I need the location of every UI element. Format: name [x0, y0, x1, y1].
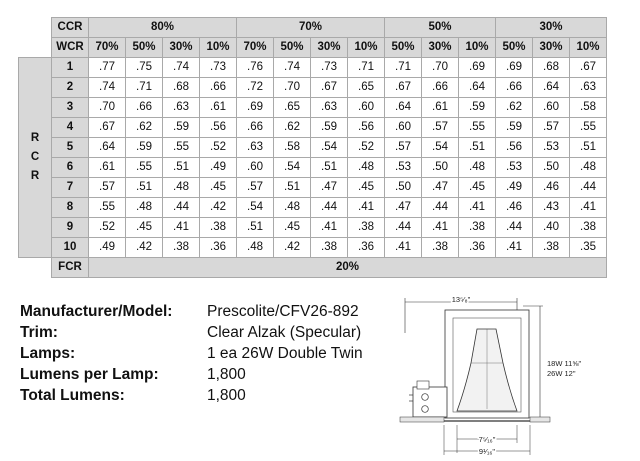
- cu-value-cell: .45: [459, 178, 496, 198]
- spec-row: [20, 364, 363, 385]
- cu-value-cell: .66: [496, 78, 533, 98]
- wcr-header: 50%: [496, 38, 533, 58]
- rcr-row-number: 2: [52, 78, 89, 98]
- spec-label: Total Lumens:: [20, 387, 125, 404]
- fcr-row: [19, 258, 607, 278]
- cu-value-cell: .35: [570, 238, 607, 258]
- cu-value-cell: .62: [126, 118, 163, 138]
- cu-value-cell: .45: [274, 218, 311, 238]
- cu-value-cell: .47: [422, 178, 459, 198]
- cu-value-cell: .49: [200, 158, 237, 178]
- cu-value-cell: .53: [385, 158, 422, 178]
- cu-value-cell: .43: [533, 198, 570, 218]
- cu-value-cell: .40: [533, 218, 570, 238]
- rcr-row-number: 6: [52, 158, 89, 178]
- spec-label: Lamps:: [20, 345, 76, 362]
- wcr-header: 50%: [126, 38, 163, 58]
- cu-value-cell: .50: [533, 158, 570, 178]
- cu-value-cell: .42: [126, 238, 163, 258]
- cu-value-cell: .38: [459, 218, 496, 238]
- cu-value-cell: .44: [311, 198, 348, 218]
- cu-value-cell: .41: [311, 218, 348, 238]
- cu-value-cell: .66: [126, 98, 163, 118]
- spec-value: 1 ea 26W Double Twin: [207, 345, 363, 362]
- cu-value-cell: .69: [237, 98, 274, 118]
- table-row: [19, 238, 607, 258]
- cu-value-cell: .66: [237, 118, 274, 138]
- cu-value-cell: .51: [274, 178, 311, 198]
- ccr-group-header: 50%: [385, 18, 496, 38]
- cu-value-cell: .41: [422, 218, 459, 238]
- cu-value-cell: .67: [311, 78, 348, 98]
- cu-value-cell: .38: [348, 218, 385, 238]
- cu-value-cell: .69: [496, 58, 533, 78]
- top-dimension-label: 13⁵⁄₈": [451, 295, 471, 304]
- ccr-label: CCR: [52, 18, 89, 38]
- table-row: [19, 138, 607, 158]
- wcr-header: 10%: [200, 38, 237, 58]
- ccr-group-header: 70%: [237, 18, 385, 38]
- cu-value-cell: .57: [237, 178, 274, 198]
- rcr-row-number: 3: [52, 98, 89, 118]
- cu-value-cell: .70: [274, 78, 311, 98]
- spec-row: [20, 385, 363, 406]
- wcr-header-row: [19, 38, 607, 58]
- cu-value-cell: .71: [348, 58, 385, 78]
- cu-value-cell: .69: [459, 58, 496, 78]
- cu-value-cell: .55: [459, 118, 496, 138]
- wcr-header: 50%: [385, 38, 422, 58]
- cu-value-cell: .41: [496, 238, 533, 258]
- fcr-value: 20%: [89, 258, 607, 278]
- cu-value-cell: .56: [496, 138, 533, 158]
- cu-value-cell: .50: [422, 158, 459, 178]
- cu-value-cell: .36: [348, 238, 385, 258]
- cu-value-cell: .73: [200, 58, 237, 78]
- rcr-letter: R: [30, 132, 40, 144]
- wcr-header: 70%: [89, 38, 126, 58]
- table-row: [19, 98, 607, 118]
- cu-value-cell: .53: [533, 138, 570, 158]
- cu-value-cell: .74: [89, 78, 126, 98]
- cu-value-cell: .55: [163, 138, 200, 158]
- cu-value-cell: .55: [570, 118, 607, 138]
- cu-value-cell: .62: [496, 98, 533, 118]
- cu-value-cell: .60: [237, 158, 274, 178]
- inner-dimension-label: 7⁵⁄₁₆": [478, 435, 496, 444]
- cu-value-cell: .51: [570, 138, 607, 158]
- wcr-header: 50%: [274, 38, 311, 58]
- cu-value-cell: .49: [89, 238, 126, 258]
- cu-value-cell: .57: [422, 118, 459, 138]
- cu-value-cell: .48: [459, 158, 496, 178]
- fcr-label: FCR: [52, 258, 89, 278]
- cu-value-cell: .52: [89, 218, 126, 238]
- cu-value-cell: .47: [385, 198, 422, 218]
- cu-value-cell: .42: [200, 198, 237, 218]
- cu-value-cell: .38: [422, 238, 459, 258]
- cu-value-cell: .41: [163, 218, 200, 238]
- spec-value: 1,800: [207, 366, 246, 383]
- ccr-group-header: 30%: [496, 18, 607, 38]
- table-row: [19, 198, 607, 218]
- cu-value-cell: .41: [570, 198, 607, 218]
- cu-value-cell: .45: [126, 218, 163, 238]
- rcr-row-number: 4: [52, 118, 89, 138]
- cu-value-cell: .77: [89, 58, 126, 78]
- cu-value-cell: .57: [89, 178, 126, 198]
- wcr-header: 70%: [237, 38, 274, 58]
- cu-value-cell: .52: [348, 138, 385, 158]
- corner-blank: [19, 38, 52, 58]
- cu-value-cell: .48: [163, 178, 200, 198]
- rcr-letter: C: [30, 151, 40, 163]
- rcr-row-number: 8: [52, 198, 89, 218]
- cu-value-cell: .49: [496, 178, 533, 198]
- table-row: [19, 158, 607, 178]
- rcr-row-number: 9: [52, 218, 89, 238]
- rcr-row-number: 10: [52, 238, 89, 258]
- cu-value-cell: .41: [348, 198, 385, 218]
- height-26w-label: 26W 12": [547, 369, 576, 378]
- cu-value-cell: .48: [237, 238, 274, 258]
- cu-value-cell: .66: [200, 78, 237, 98]
- cu-value-cell: .58: [570, 98, 607, 118]
- cu-value-cell: .61: [89, 158, 126, 178]
- cu-value-cell: .59: [126, 138, 163, 158]
- table-row: [19, 58, 607, 78]
- table-row: [19, 78, 607, 98]
- cu-value-cell: .46: [533, 178, 570, 198]
- cu-value-cell: .76: [237, 58, 274, 78]
- cu-value-cell: .68: [533, 58, 570, 78]
- cu-value-cell: .44: [385, 218, 422, 238]
- corner-blank: [19, 18, 52, 38]
- cu-value-cell: .48: [126, 198, 163, 218]
- cu-value-cell: .58: [274, 138, 311, 158]
- cu-value-cell: .52: [200, 138, 237, 158]
- cu-value-cell: .57: [533, 118, 570, 138]
- cu-value-cell: .54: [311, 138, 348, 158]
- wcr-header: 10%: [348, 38, 385, 58]
- cu-value-cell: .51: [311, 158, 348, 178]
- cu-value-cell: .54: [422, 138, 459, 158]
- cu-value-cell: .53: [496, 158, 533, 178]
- cu-value-cell: .44: [570, 178, 607, 198]
- cu-value-cell: .57: [385, 138, 422, 158]
- cu-value-cell: .51: [459, 138, 496, 158]
- cu-value-cell: .54: [237, 198, 274, 218]
- table-row: [19, 178, 607, 198]
- wcr-header: 10%: [459, 38, 496, 58]
- cu-value-cell: .45: [200, 178, 237, 198]
- cu-value-cell: .38: [200, 218, 237, 238]
- cu-value-cell: .41: [459, 198, 496, 218]
- cu-value-cell: .45: [348, 178, 385, 198]
- wcr-header: 30%: [533, 38, 570, 58]
- cu-value-cell: .42: [274, 238, 311, 258]
- cu-value-cell: .55: [126, 158, 163, 178]
- cu-value-cell: .68: [163, 78, 200, 98]
- ceiling-left: [400, 417, 444, 422]
- ccr-header-row: [19, 18, 607, 38]
- wcr-header: 30%: [422, 38, 459, 58]
- table-row: [19, 218, 607, 238]
- cu-value-cell: .63: [311, 98, 348, 118]
- cu-value-cell: .70: [89, 98, 126, 118]
- table-row: [19, 118, 607, 138]
- cu-value-cell: .66: [422, 78, 459, 98]
- spec-value: 1,800: [207, 387, 246, 404]
- rcr-row-number: 7: [52, 178, 89, 198]
- cu-value-cell: .74: [163, 58, 200, 78]
- cu-value-cell: .63: [163, 98, 200, 118]
- spec-value: Prescolite/CFV26-892: [207, 303, 359, 320]
- cu-value-cell: .59: [163, 118, 200, 138]
- spec-label: Trim:: [20, 324, 58, 341]
- cu-value-cell: .73: [311, 58, 348, 78]
- spec-label: Manufacturer/Model:: [20, 303, 173, 320]
- cu-value-cell: .56: [200, 118, 237, 138]
- coefficient-of-utilization-table: [18, 17, 607, 278]
- cu-value-cell: .38: [533, 238, 570, 258]
- outer-dimension-label: 9¹⁄₁₆": [478, 447, 496, 456]
- cu-value-cell: .44: [163, 198, 200, 218]
- cu-value-cell: .64: [459, 78, 496, 98]
- cu-value-cell: .44: [422, 198, 459, 218]
- cu-value-cell: .44: [496, 218, 533, 238]
- rcr-letter: R: [30, 170, 40, 182]
- cu-value-cell: .74: [274, 58, 311, 78]
- spec-label: Lumens per Lamp:: [20, 366, 159, 383]
- height-18w-label: 18W 11⅝": [547, 359, 582, 368]
- rcr-side-label: [19, 58, 52, 258]
- cu-value-cell: .62: [274, 118, 311, 138]
- cu-value-cell: .65: [348, 78, 385, 98]
- wcr-header: 10%: [570, 38, 607, 58]
- cu-value-cell: .63: [237, 138, 274, 158]
- wcr-header: 30%: [163, 38, 200, 58]
- junction-box: [413, 387, 447, 417]
- cu-value-cell: .54: [274, 158, 311, 178]
- cu-value-cell: .41: [385, 238, 422, 258]
- cu-value-cell: .71: [126, 78, 163, 98]
- spec-row: [20, 322, 363, 343]
- spec-row: [20, 343, 363, 364]
- cu-value-cell: .36: [459, 238, 496, 258]
- cu-value-cell: .46: [496, 198, 533, 218]
- cu-value-cell: .36: [200, 238, 237, 258]
- luminaire-section-drawing: [395, 293, 635, 458]
- wcr-header: 30%: [311, 38, 348, 58]
- cu-value-cell: .51: [126, 178, 163, 198]
- wcr-label: WCR: [52, 38, 89, 58]
- cu-value-cell: .61: [200, 98, 237, 118]
- cu-value-cell: .48: [348, 158, 385, 178]
- cu-value-cell: .48: [570, 158, 607, 178]
- cu-value-cell: .71: [385, 58, 422, 78]
- cu-value-cell: .63: [570, 78, 607, 98]
- cu-value-cell: .61: [422, 98, 459, 118]
- cu-value-cell: .59: [496, 118, 533, 138]
- corner-blank: [19, 258, 52, 278]
- cu-value-cell: .38: [570, 218, 607, 238]
- cu-value-cell: .51: [163, 158, 200, 178]
- cu-value-cell: .51: [237, 218, 274, 238]
- cu-value-cell: .75: [126, 58, 163, 78]
- luminaire-specs: [20, 301, 363, 406]
- cu-value-cell: .48: [274, 198, 311, 218]
- cu-value-cell: .50: [385, 178, 422, 198]
- cu-value-cell: .59: [459, 98, 496, 118]
- cu-value-cell: .38: [311, 238, 348, 258]
- cu-value-cell: .67: [385, 78, 422, 98]
- cu-value-cell: .65: [274, 98, 311, 118]
- cu-value-cell: .70: [422, 58, 459, 78]
- cu-value-cell: .60: [533, 98, 570, 118]
- cu-value-cell: .38: [163, 238, 200, 258]
- cu-value-cell: .64: [385, 98, 422, 118]
- ceiling-right: [530, 417, 550, 422]
- cu-value-cell: .64: [533, 78, 570, 98]
- ccr-group-header: 80%: [89, 18, 237, 38]
- cu-value-cell: .60: [348, 98, 385, 118]
- cu-value-cell: .47: [311, 178, 348, 198]
- cu-value-cell: .59: [311, 118, 348, 138]
- cu-value-cell: .60: [385, 118, 422, 138]
- cu-value-cell: .72: [237, 78, 274, 98]
- cu-value-cell: .67: [570, 58, 607, 78]
- cu-value-cell: .67: [89, 118, 126, 138]
- rcr-row-number: 5: [52, 138, 89, 158]
- cu-value-cell: .56: [348, 118, 385, 138]
- spec-value: Clear Alzak (Specular): [207, 324, 362, 341]
- spec-row: [20, 301, 363, 322]
- cu-value-cell: .55: [89, 198, 126, 218]
- cu-value-cell: .64: [89, 138, 126, 158]
- rcr-row-number: 1: [52, 58, 89, 78]
